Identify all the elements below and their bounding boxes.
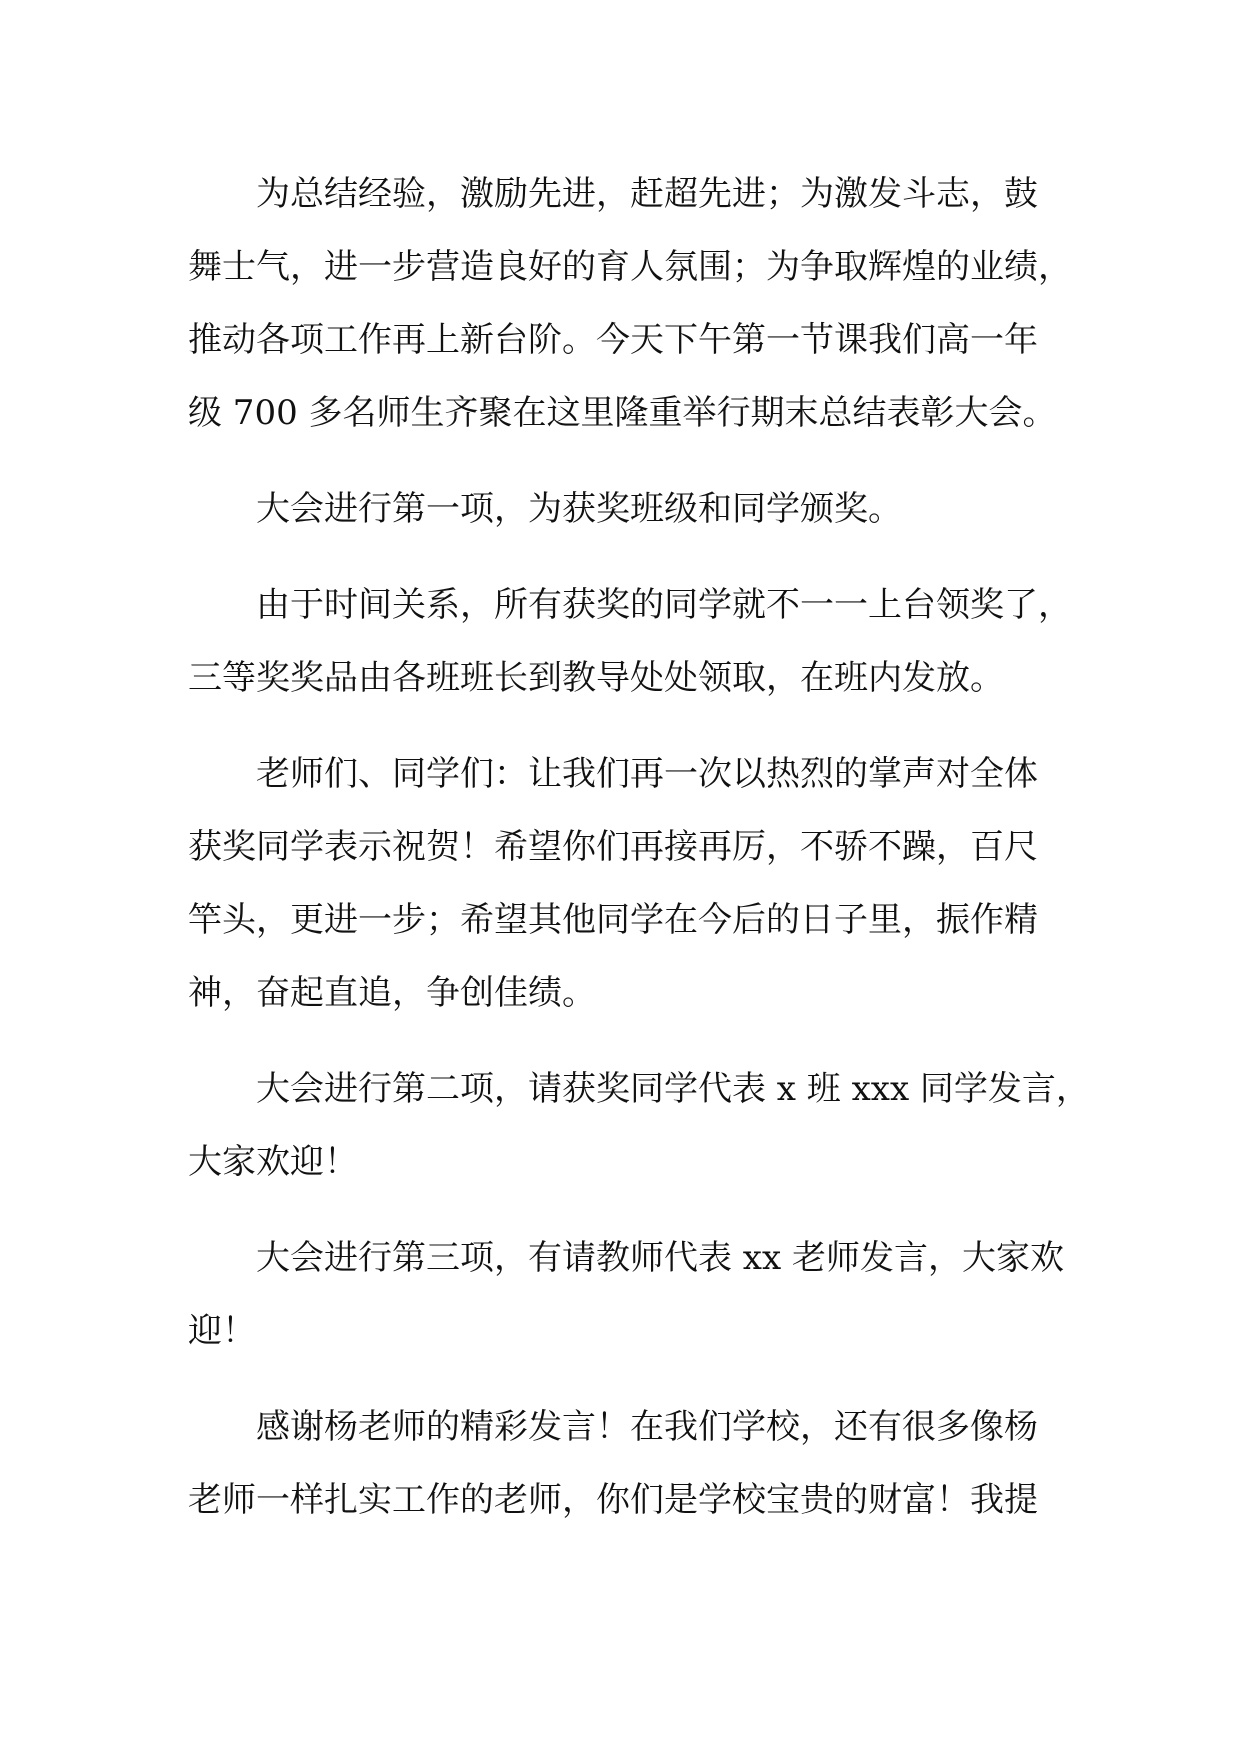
text-line: 竿头，更进一步；希望其他同学在今后的日子里，振作精: [188, 900, 1038, 940]
document-body: [188, 158, 1090, 1560]
text-line: 神，奋起直追，争创佳绩。: [188, 973, 596, 1013]
paragraph-thanks: [188, 1391, 1058, 1537]
text-line: 大会进行第二项，请获奖同学代表 x 班 xxx 同学发言，: [256, 1069, 1090, 1109]
paragraph-opening: [188, 158, 1072, 450]
text-line: 获奖同学表示祝贺！希望你们再接再厉，不骄不躁，百尺: [188, 827, 1038, 867]
text-line: 感谢杨老师的精彩发言！在我们学校，还有很多像杨: [256, 1407, 1038, 1447]
text-line: 大家欢迎！: [188, 1142, 358, 1182]
paragraph-item-two: [188, 1053, 1090, 1199]
paragraph-item-three: [188, 1222, 1064, 1368]
text-line: 迎！: [188, 1311, 256, 1351]
text-line: 由于时间关系，所有获奖的同学就不一一上台领奖了，: [256, 585, 1072, 625]
paragraph-congratulations: [188, 738, 1058, 1030]
paragraph-award-notice: [188, 569, 1072, 715]
text-line: 推动各项工作再上新台阶。今天下午第一节课我们高一年: [188, 320, 1038, 360]
text-line: 老师们、同学们：让我们再一次以热烈的掌声对全体: [256, 754, 1038, 794]
paragraph-item-one: [188, 473, 1058, 546]
text-line: 老师一样扎实工作的老师，你们是学校宝贵的财富！我提: [188, 1480, 1038, 1520]
text-line: 三等奖奖品由各班班长到教导处处领取，在班内发放。: [188, 658, 1004, 698]
text-line: 大会进行第一项，为获奖班级和同学颁奖。: [256, 489, 902, 529]
text-line: 级 700 多名师生齐聚在这里隆重举行期末总结表彰大会。: [188, 393, 1057, 433]
text-line: 大会进行第三项，有请教师代表 xx 老师发言，大家欢: [256, 1238, 1064, 1278]
text-line: 舞士气，进一步营造良好的育人氛围；为争取辉煌的业绩，: [188, 247, 1072, 287]
text-line: 为总结经验，激励先进，赶超先进；为激发斗志，鼓: [256, 174, 1038, 214]
